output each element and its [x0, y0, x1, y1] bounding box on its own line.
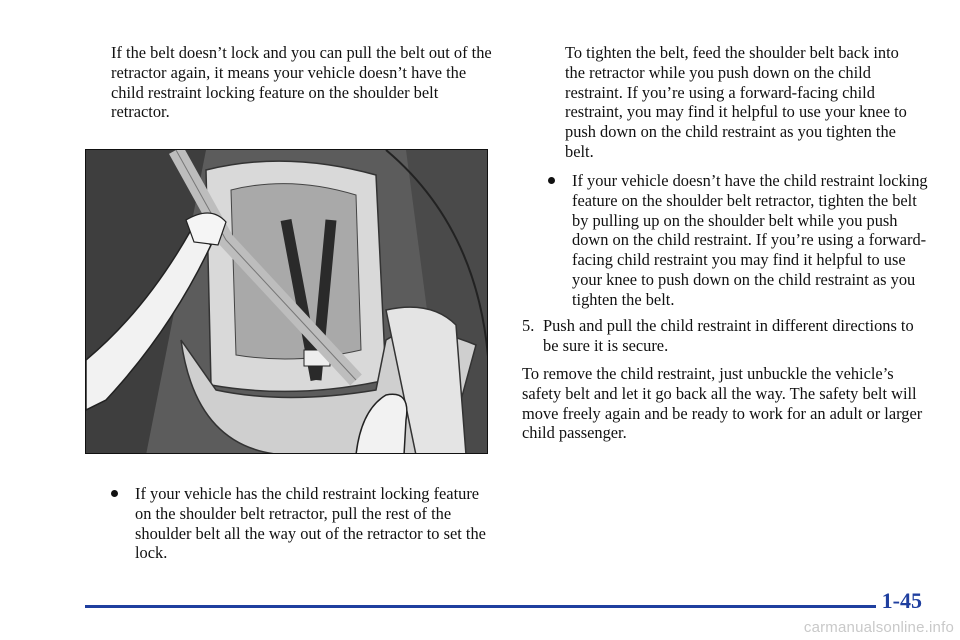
page-number: 1-45: [881, 588, 922, 613]
intro-paragraph: If the belt doesn’t lock and you can pull the belt out of the retractor again, it means your vehicle doesn’t have the child restraint locking feature on the shoulder belt retractor.: [111, 43, 492, 122]
step-text: Push and pull the child restraint in different directions to be sure it is secure.: [543, 316, 914, 355]
bullet-dot: [548, 177, 555, 184]
bullet-item-locking-feature: [111, 484, 493, 563]
tighten-paragraph: To tighten the belt, feed the shoulder belt back into the retractor while you push down on the child restraint. If you’re using a forward-facing child restraint, you may find it helpful to use your knee to push down on the child restraint as you tighten the belt.: [565, 43, 907, 161]
bullet-text: If your vehicle doesn’t have the child restraint locking feature on the shoulder belt retractor, tighten the belt by pulling up on the shoulder belt while you push down on the child restraint. If you’re using a forward-facing child restraint you may find it helpful to use your knee to push down on the child restraint as you tighten the belt.: [572, 171, 928, 309]
remove-paragraph: To remove the child restraint, just unbuckle the vehicle’s safety belt and let it go back all the way. The safety belt will move freely again and be ready to work for an adult or larger child passenger.: [522, 364, 923, 443]
child-seat-illustration: [85, 149, 488, 454]
footer-rule: [85, 605, 876, 608]
step-number: 5.: [522, 316, 535, 335]
child-seat-drawing: [86, 150, 488, 454]
step-5: [522, 316, 922, 356]
bullet-dot: [111, 490, 118, 497]
bullet-text: If your vehicle has the child restraint locking feature on the shoulder belt retractor, pull the rest of the shoulder belt all the way out of the retractor to set the lock.: [135, 484, 486, 563]
bullet-item-no-locking-feature: [548, 171, 928, 310]
watermark: carmanualsonline.info: [803, 619, 954, 636]
